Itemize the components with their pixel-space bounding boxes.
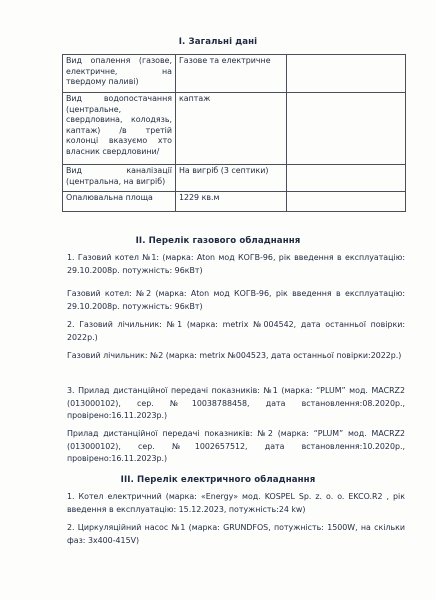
table-row (63, 165, 406, 192)
electrical-item: 2. Циркуляційний насос №1 (марка: GRUNDFOS, потужність: 1500W, на скільки фаз: 3x400-415V) (67, 523, 405, 545)
table-row (63, 192, 406, 212)
table-cell-label: Вид опалення (газове, електричне, на твердому паливі) (63, 55, 176, 93)
table-row (63, 93, 406, 165)
table-cell-value: каптаж (176, 93, 287, 165)
table-cell-value: На вигріб (3 септики) (176, 165, 287, 192)
gas-item: 1. Газовий котел №1: (марка: Aton мод КОГВ-96, рік введення в експлуатацію: 29.10.2008р. потужність: 96кВт) (67, 253, 405, 275)
gas-item: 3. Прилад дистанційної передачі показників: №1 (марка: “PLUM” мод. MACRZ2 (013000102), сер. №10038788458, дата встановлення:08.2020р., провірено:16.11.2023р.) (67, 386, 405, 421)
table-cell-extra (287, 55, 406, 93)
table-cell-extra (287, 165, 406, 192)
table-cell-label: Опалювальна площа (63, 192, 176, 212)
section-title-electrical-equipment: ІІІ. Перелік електричного обладнання (120, 475, 316, 485)
table-cell-label: Вид каналізації (центральна, на вигріб) (63, 165, 176, 192)
table-row (63, 55, 406, 93)
table-cell-value: 1229 кв.м (176, 192, 287, 212)
electrical-item: 1. Котел електричний (марка: «Energy» мод. KOSPEL Sp. z. o. o. EKCO.R2 , рік введення в експлуатацію: 15.12.2023, потужність:24 kw) (67, 492, 405, 514)
section-title-general: І. Загальні дані (178, 37, 258, 47)
gas-item: Газовий котел: №2 (марка: Aton мод КОГВ-96, рік введення в експлуатацію: 29.10.2008р. потужність: 96кВт) (67, 289, 405, 311)
general-info-table (62, 54, 406, 212)
gas-item: 2. Газовий лічильник: №1 (марка: metrix №004542, дата останньої повірки: 2022р.) (67, 320, 405, 342)
table-cell-extra (287, 192, 406, 212)
gas-item: Прилад дистанційної передачі показників: №2 (марка: “PLUM” мод. MACRZ2 (013000102), сер. №1002657512, дата встановлення:10.2020р., провірено:16.11.2023р.) (67, 429, 405, 464)
gas-item: Газовий лічильник: №2 (марка: metrix №004523, дата останньої повірки:2022р.) (67, 351, 402, 360)
section-title-gas-equipment: ІІ. Перелік газового обладнання (135, 236, 301, 246)
table-cell-value: Газове та електричне (176, 55, 287, 93)
table-cell-extra (287, 93, 406, 165)
table-cell-label: Вид водопостачання (центральне, свердловина, колодязь, каптаж) /в третій колонці вказуємо хто власник свердловини/ (63, 93, 176, 165)
